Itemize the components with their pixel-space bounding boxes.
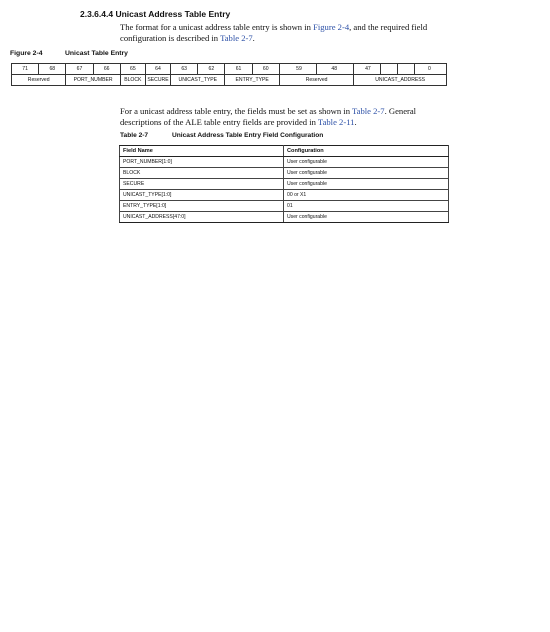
table-header-row <box>120 146 449 157</box>
bit-67: 67 <box>66 64 93 75</box>
configuration-cell: 01 <box>284 201 449 212</box>
figure-caption <box>10 50 128 57</box>
configuration-cell: User configurable <box>284 157 449 168</box>
intro-text-1: The format for a unicast address table entry is shown in <box>120 22 314 32</box>
bit-66: 66 <box>93 64 120 75</box>
configuration-cell: User configurable <box>284 179 449 190</box>
field-unicast-address: UNICAST_ADDRESS <box>354 75 447 86</box>
config-paragraph <box>120 106 452 128</box>
table-2-7-link[interactable]: Table 2-7 <box>220 33 253 43</box>
figure-label: Figure 2-4 <box>10 50 43 57</box>
field-entry-type: ENTRY_TYPE <box>225 75 279 86</box>
field-name-cell: ENTRY_TYPE[1:0] <box>120 201 284 212</box>
field-reserved-high: Reserved <box>12 75 66 86</box>
field-reserved-low: Reserved <box>279 75 354 86</box>
bit-0: 0 <box>414 64 446 75</box>
table-label: Table 2-7 <box>120 132 149 139</box>
table-2-7-link[interactable]: Table 2-7 <box>352 106 385 116</box>
figure-2-4-link[interactable]: Figure 2-4 <box>313 22 350 32</box>
field-name-cell: BLOCK <box>120 168 284 179</box>
configuration-cell: User configurable <box>284 212 449 223</box>
intro-text-2: , and the required field configuration is described in <box>120 22 428 43</box>
table-row <box>120 179 449 190</box>
bit-71: 71 <box>12 64 39 75</box>
bit-47: 47 <box>354 64 380 75</box>
field-unicast-type: UNICAST_TYPE <box>171 75 225 86</box>
intro-paragraph <box>120 22 450 44</box>
bit-61: 61 <box>225 64 252 75</box>
table-row <box>120 157 449 168</box>
bit-number-row <box>12 64 447 75</box>
field-configuration-table <box>119 145 449 223</box>
section-title: 2.3.6.4.4 Unicast Address Table Entry <box>80 9 231 19</box>
field-block: BLOCK <box>120 75 145 86</box>
field-port-number: PORT_NUMBER <box>66 75 120 86</box>
table-row <box>120 201 449 212</box>
table-row <box>120 212 449 223</box>
bit-62: 62 <box>198 64 225 75</box>
bit-48: 48 <box>317 64 354 75</box>
header-configuration: Configuration <box>284 146 449 157</box>
field-name-row <box>12 75 447 86</box>
config-text-2: . General descriptions of the ALE table entry fields are provided in <box>120 106 417 127</box>
unicast-entry-bit-layout <box>11 63 447 86</box>
table-row <box>120 168 449 179</box>
table-title: Unicast Address Table Entry Field Configuration <box>172 132 324 139</box>
config-text-1: For a unicast address table entry, the fields must be set as shown in <box>120 106 352 116</box>
bit-spacer <box>380 64 397 75</box>
field-name-cell: UNICAST_ADDRESS[47:0] <box>120 212 284 223</box>
bit-60: 60 <box>252 64 279 75</box>
bit-64: 64 <box>145 64 170 75</box>
field-name-cell: PORT_NUMBER[1:0] <box>120 157 284 168</box>
bit-68: 68 <box>39 64 66 75</box>
bit-63: 63 <box>171 64 198 75</box>
bit-59: 59 <box>279 64 316 75</box>
field-name-cell: SECURE <box>120 179 284 190</box>
table-2-11-link[interactable]: Table 2-11 <box>317 117 355 127</box>
table-caption <box>120 132 323 139</box>
intro-text-3: . <box>252 33 255 43</box>
header-field-name: Field Name <box>120 146 284 157</box>
table-row <box>120 190 449 201</box>
bit-65: 65 <box>120 64 145 75</box>
bit-spacer <box>397 64 414 75</box>
field-name-cell: UNICAST_TYPE[1:0] <box>120 190 284 201</box>
field-secure: SECURE <box>145 75 170 86</box>
configuration-cell: 00 or X1 <box>284 190 449 201</box>
figure-title: Unicast Table Entry <box>65 50 128 57</box>
config-text-3: . <box>354 117 357 127</box>
configuration-cell: User configurable <box>284 168 449 179</box>
